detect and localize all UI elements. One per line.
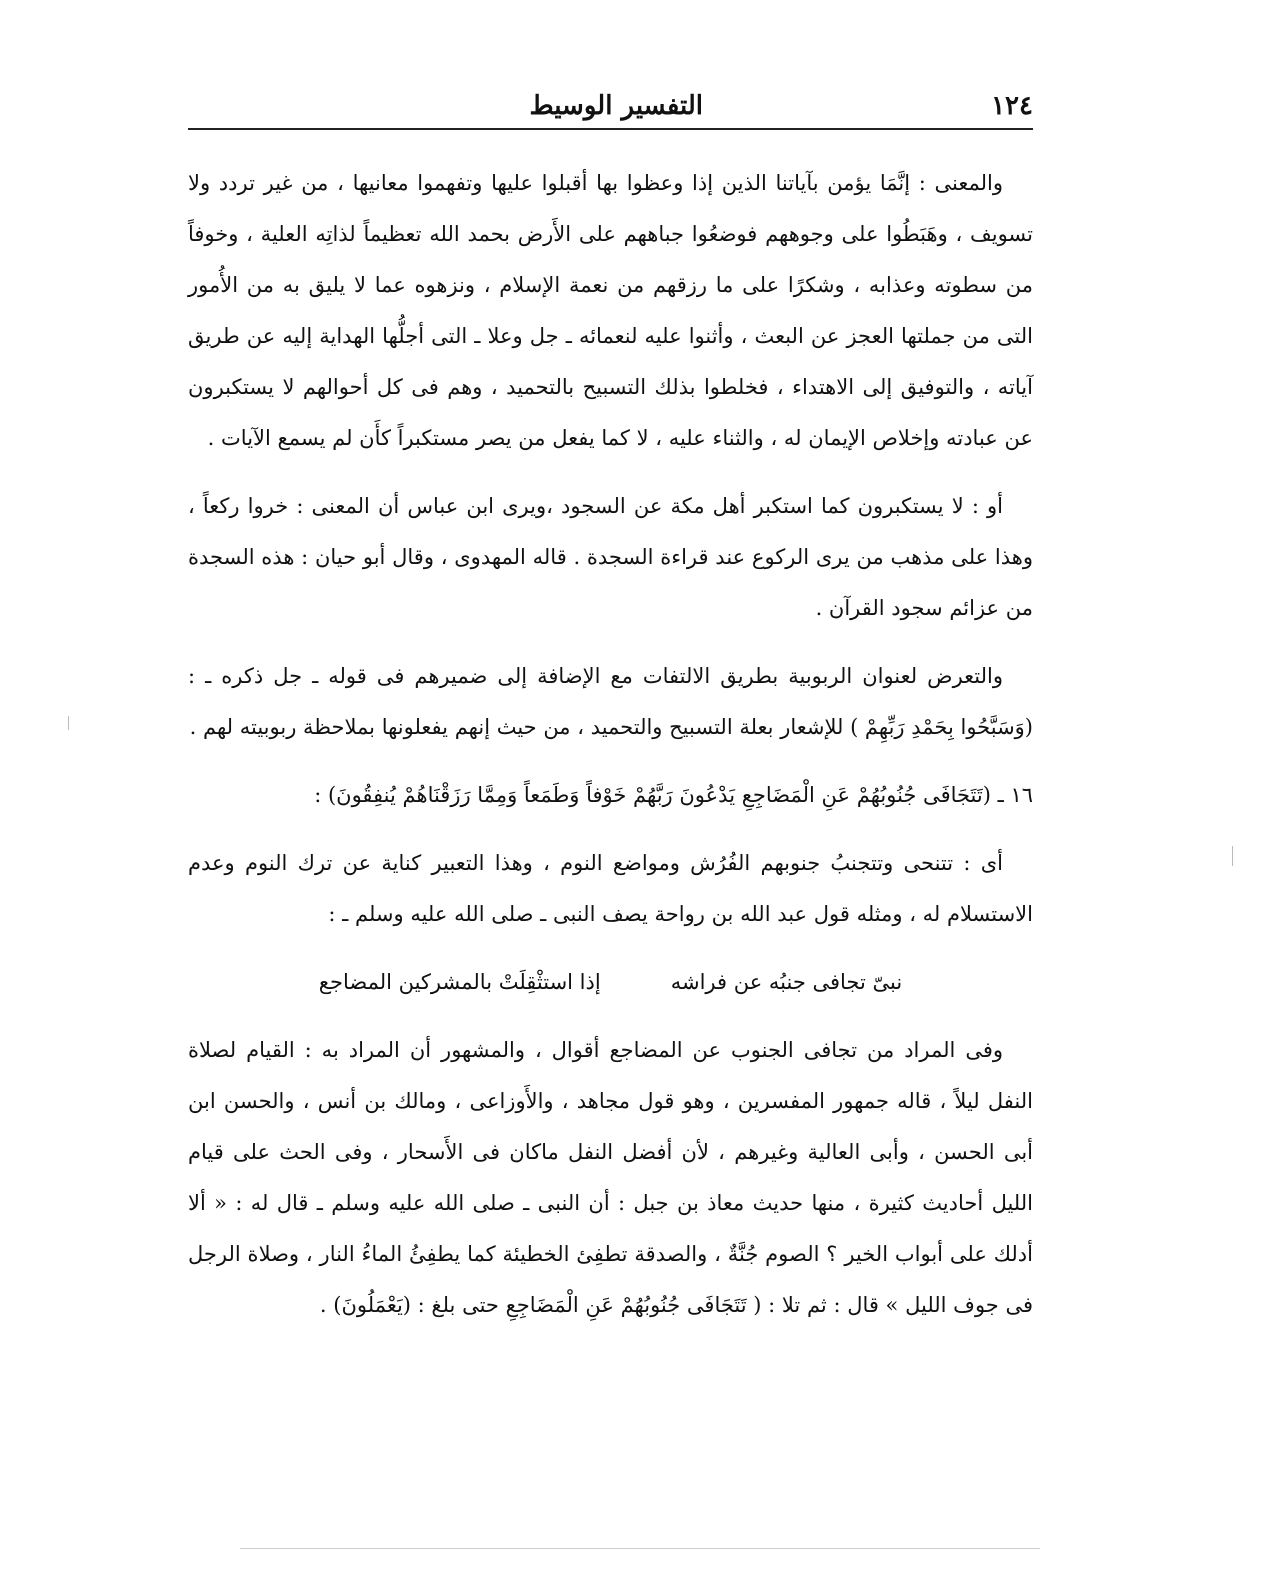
page-number: ١٢٤ xyxy=(991,91,1033,121)
scan-bottom-edge xyxy=(240,1548,1040,1549)
paragraph-night-prayer: وفى المراد من تجافى الجنوب عن المضاجع أقوال ، والمشهور أن المراد به : القيام لصلاة النفل ليلاً ، قاله جمهور المفسرين ، وهو قول مجاهد ، والأَوزاعى ، ومالك بن أنس ، والحسن ابن أبى الحسن ، وأبى العالية وغيرهم ، لأن أفضل النفل ماكان فى الأَسحار ، وفى الحث على قيام الليل أحاديث كثيرة ، منها حديث معاذ بن جبل : أن النبى ـ صلى الله عليه وسلم ـ قال له : « ألا أدلك على أبواب الخير ؟ الصوم جُنَّةٌ ، والصدقة تطفِئ الخطيئة كما يطفِئُ الماءُ النار ، وصلاة الرجل فى جوف الليل » قال : ثم تلا : ( تَتَجَافَى جُنُوبُهُمْ عَنِ الْمَضَاجِعِ حتى بلغ : (يَعْمَلُونَ) . xyxy=(188,1038,1033,1317)
header-rule xyxy=(188,128,1033,130)
verse-16: ١٦ ـ (تَتَجَافَى جُنُوبُهُمْ عَنِ الْمَضَاجِعِ يَدْعُونَ رَبَّهُمْ خَوْفاً وَطَمَعاً وَمِمَّا رَزَقْنَاهُمْ يُنفِقُونَ) : xyxy=(314,783,1033,807)
scan-mark-left xyxy=(68,716,69,730)
page-header xyxy=(188,86,1033,130)
paragraph-alternative: أو : لا يستكبرون كما استكبر أهل مكة عن السجود ،ويرى ابن عباس أن المعنى : خروا ركعاً ، وهذا على مذهب من يرى الركوع عند قراءة السجدة . قاله المهدوى ، وقال أبو حيان : هذه السجدة من عزائم سجود القرآن . xyxy=(188,494,1033,620)
poem-line xyxy=(188,957,1033,1008)
paragraph-lordship: والتعرض لعنوان الربوبية بطريق الالتفات مع الإضافة إلى ضميرهم فى قوله ـ جل ذكره ـ : (وَسَبَّحُوا بِحَمْدِ رَبِّهِمْ ) للإشعار بعلة التسبيح والتحميد ، من حيث إنهم يفعلونها بملاحظة ربوبيته لهم . xyxy=(188,664,1033,739)
paragraph-meaning: والمعنى : إنَّمَا يؤمن بآياتنا الذين إذا وعظوا بها أقبلوا عليها وتفهموا معانيها ، من غير تردد ولا تسويف ، وهَبَطُوا على وجوههم فوضعُوا جباههم على الأَرض بحمد الله تعظيماً لذاتِه العلية ، وخوفاً من سطوته وعذابه ، وشكرًا على ما رزقهم من نعمة الإسلام ، ونزهوه عما لا يليق به من الأُمور التى من جملتها العجز عن البعث ، وأثنوا عليه لنعمائه ـ جل وعلا ـ التى أجلُّها الهداية إليه عن طريق آياته ، والتوفيق إلى الاهتداء ، فخلطوا بذلك التسبيح بالتحميد ، وهم فى كل أحوالهم لا يستكبرون عن عبادته وإخلاص الإيمان له ، والثناء عليه ، لا كما يفعل من يصر مستكبراً كأَن لم يسمع الآيات . xyxy=(188,171,1033,450)
poem-first-hemistich: نبىّ تجافى جنبُه عن فراشه xyxy=(670,970,903,994)
book-title: التفسير الوسيط xyxy=(529,91,703,121)
paragraph-verse-explanation: أى : تتنحى وتتجنبُ جنوبهم الفُرُش ومواضع النوم ، وهذا التعبير كناية عن ترك النوم وعدم الاستسلام له ، ومثله قول عبد الله بن رواحة يصف النبى ـ صلى الله عليه وسلم ـ : xyxy=(188,851,1033,926)
page-body xyxy=(188,158,1033,1348)
poem-second-hemistich: إذا استثْقِلَتْ بالمشركين المضاجع xyxy=(318,970,601,994)
scan-mark-right xyxy=(1232,846,1233,866)
